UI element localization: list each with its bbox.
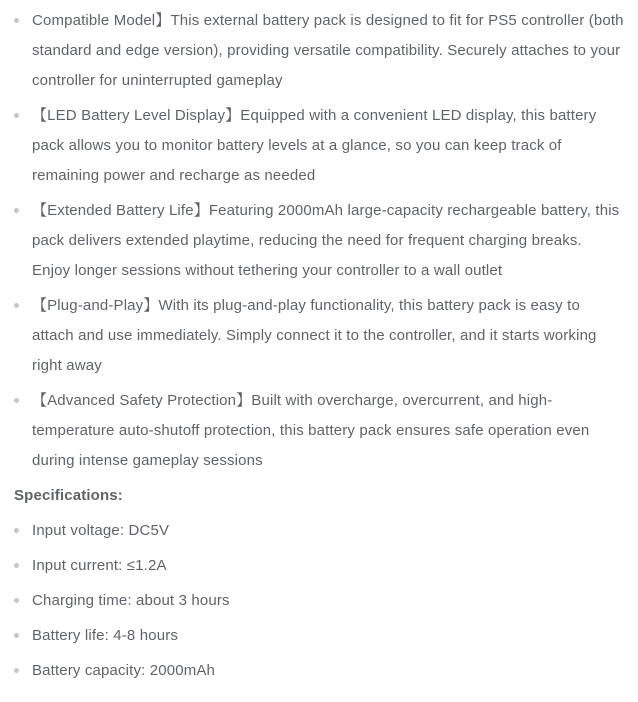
feature-item: [14, 6, 624, 96]
spec-text: Charging time: about 3 hours: [32, 592, 230, 609]
feature-text: 【Plug-and-Play】With its plug-and-play functionality, this battery pack is easy to attach and use immediately. Simply connect it to the controller, and it starts working right away: [32, 297, 597, 374]
bullet-icon: [14, 633, 19, 638]
spec-item: [14, 586, 624, 616]
spec-text: Input voltage: DC5V: [32, 522, 170, 539]
spec-item: [14, 656, 624, 686]
feature-item: [14, 196, 624, 286]
bullet-icon: [14, 668, 19, 673]
specifications-heading: Specifications:: [14, 487, 123, 504]
bullet-icon: [14, 303, 19, 308]
spec-text: Battery capacity: 2000mAh: [32, 662, 216, 679]
feature-text: Compatible Model】This external battery pack is designed to fit for PS5 controller (both standard and edge version), providing versatile compatibility. Securely attaches to your controller for uninterrupted gameplay: [32, 12, 624, 89]
bullet-icon: [14, 528, 19, 533]
specifications-list: [14, 516, 624, 686]
feature-text: 【Advanced Safety Protection】Built with overcharge, overcurrent, and high-temperature auto-shutoff protection, this battery pack ensures safe operation even during intense gameplay sessions: [32, 392, 590, 469]
bullet-icon: [14, 208, 19, 213]
bullet-icon: [14, 113, 19, 118]
spec-item: [14, 621, 624, 651]
feature-list: [14, 6, 624, 476]
spec-text: Input current: ≤1.2A: [32, 557, 167, 574]
feature-text: 【LED Battery Level Display】Equipped with a convenient LED display, this battery pack allows you to monitor battery levels at a glance, so you can keep track of remaining power and recharge as needed: [32, 107, 597, 184]
bullet-icon: [14, 563, 19, 568]
bullet-icon: [14, 398, 19, 403]
feature-item: [14, 386, 624, 476]
feature-item: [14, 101, 624, 191]
feature-text: 【Extended Battery Life】Featuring 2000mAh large-capacity rechargeable battery, this pack delivers extended playtime, reducing the need for frequent charging breaks. Enjoy longer sessions without tethering your controller to a wall outlet: [32, 202, 620, 279]
spec-text: Battery life: 4-8 hours: [32, 627, 179, 644]
bullet-icon: [14, 18, 19, 23]
bullet-icon: [14, 598, 19, 603]
spec-item: [14, 551, 624, 581]
spec-item: [14, 516, 624, 546]
feature-item: [14, 291, 624, 381]
